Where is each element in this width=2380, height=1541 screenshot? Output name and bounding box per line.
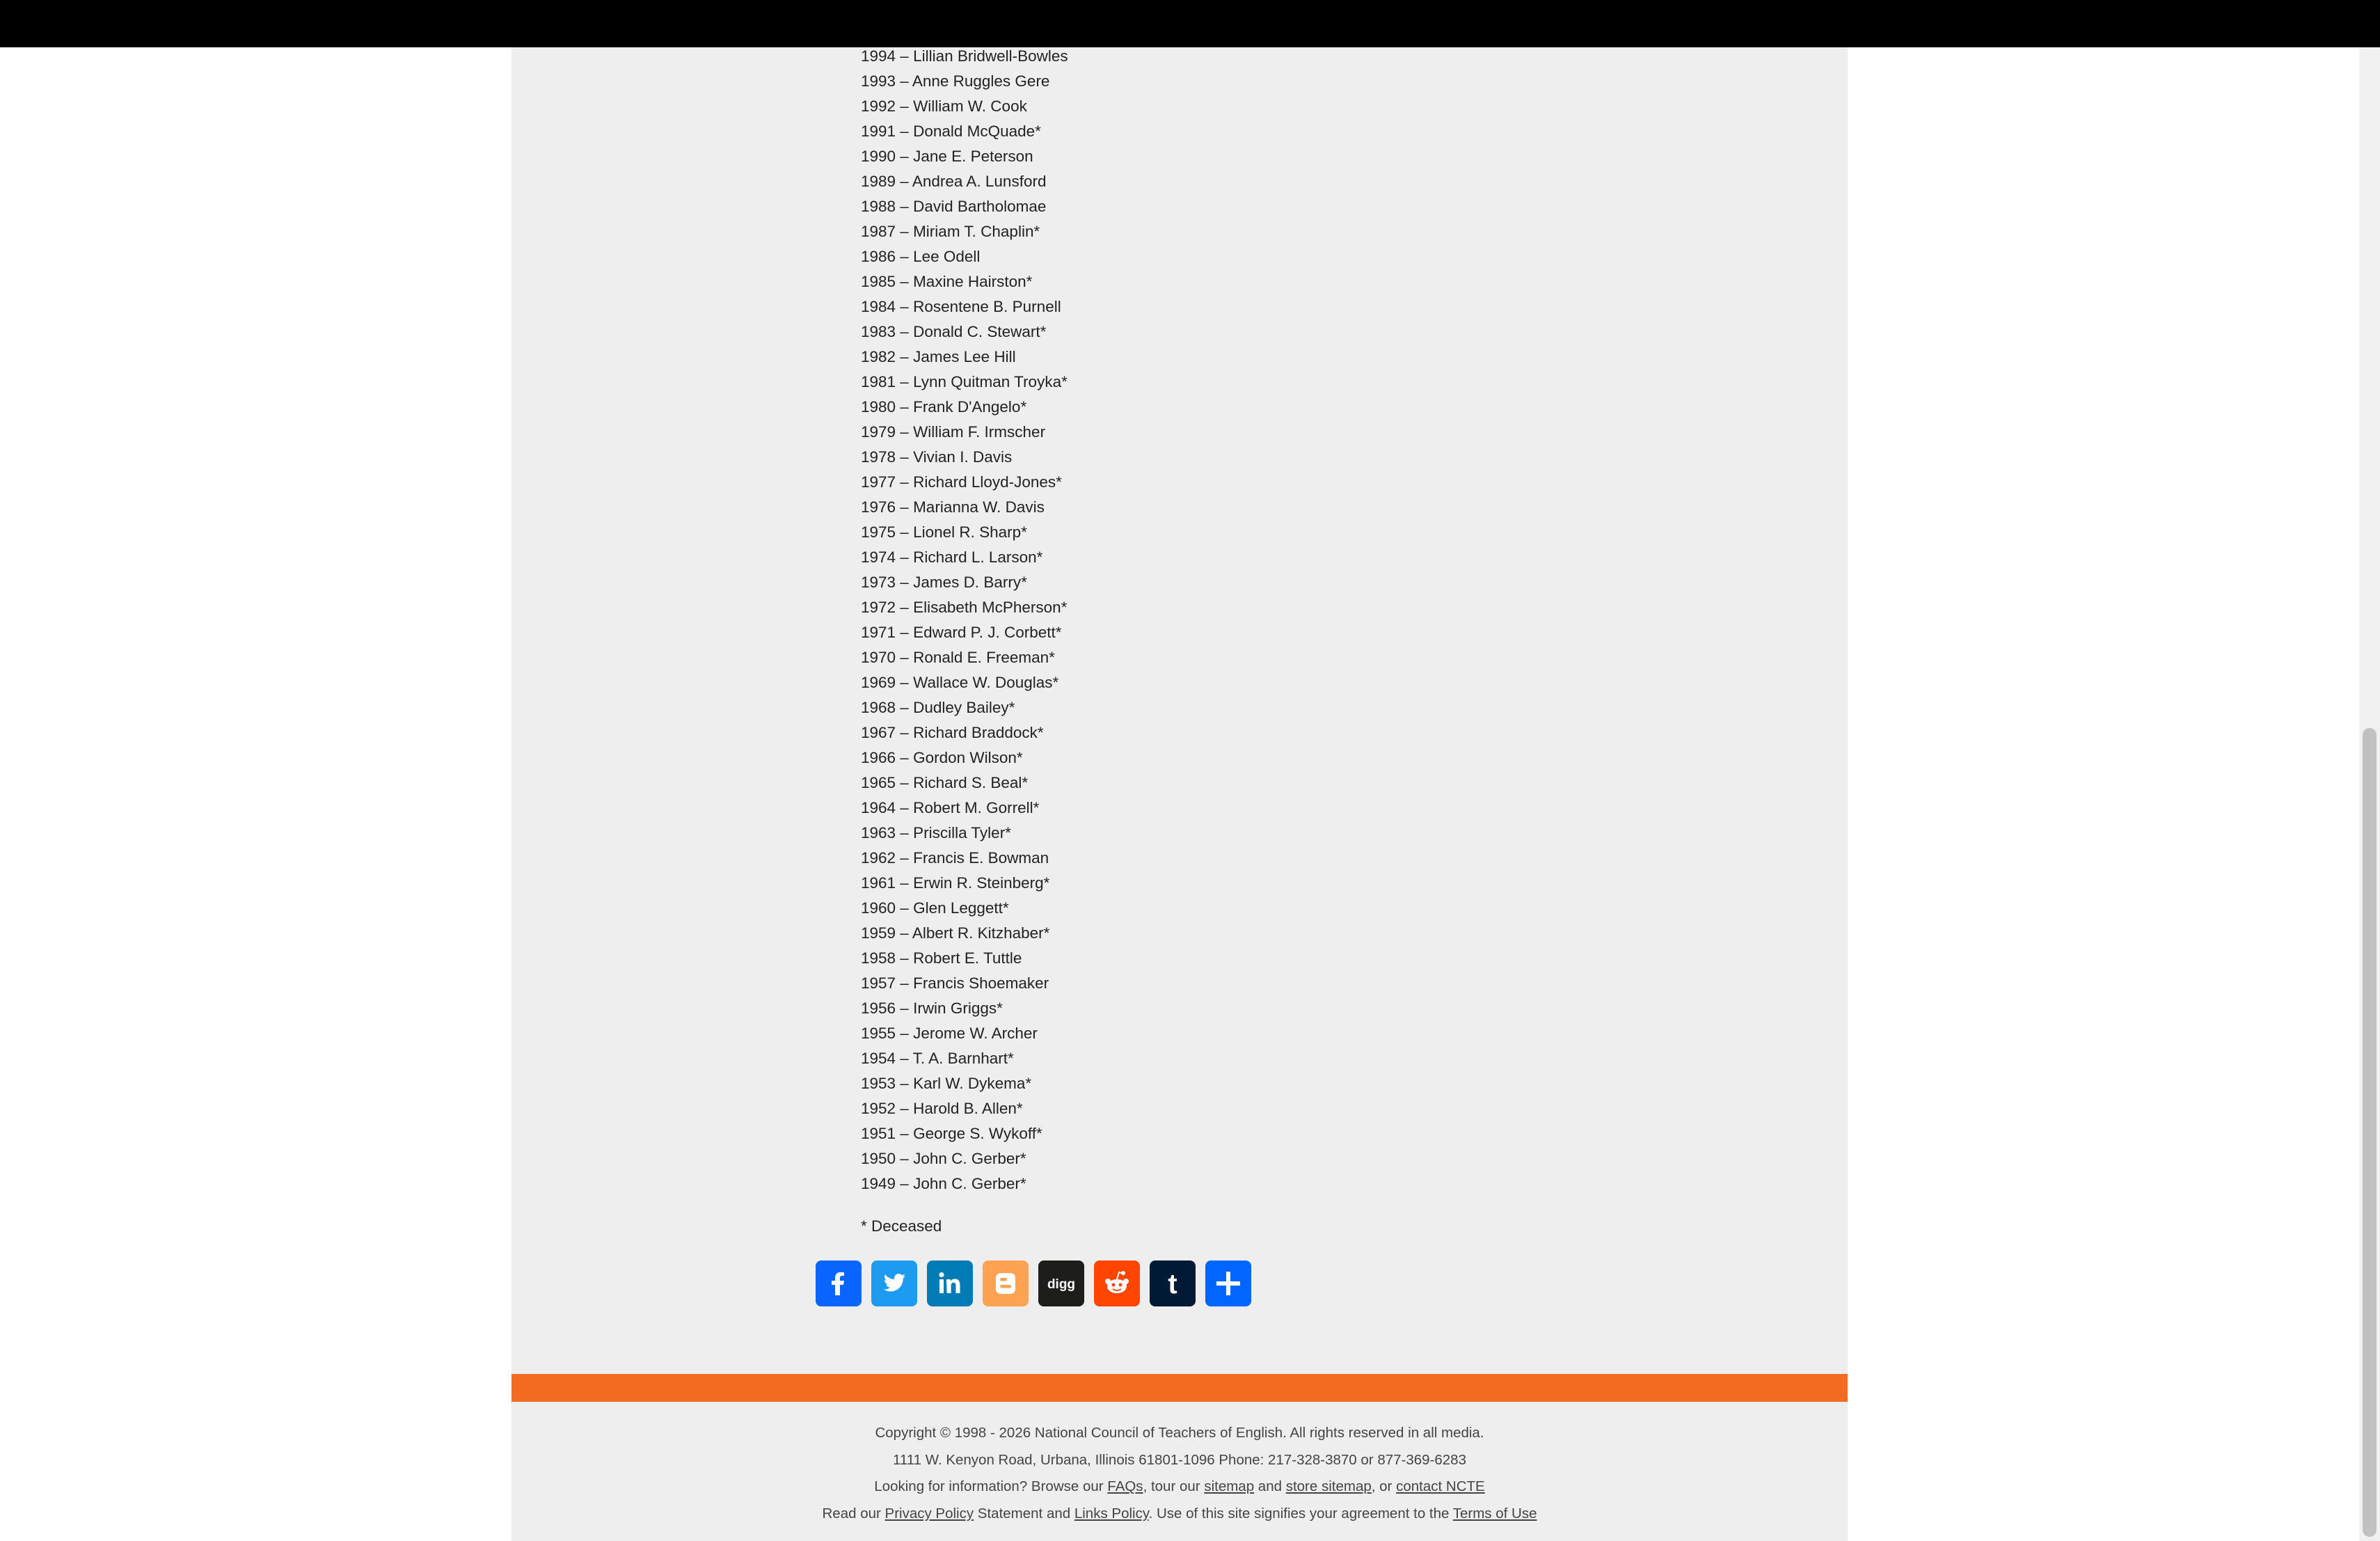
recipient-item: 1973 – James D. Barry* — [861, 574, 1027, 591]
footer-info-text: , tour our — [1143, 1478, 1205, 1494]
recipient-item: 1991 – Donald McQuade* — [861, 123, 1041, 140]
blogger-share-button[interactable] — [983, 1261, 1029, 1306]
recipient-item: 1976 – Marianna W. Davis — [861, 498, 1045, 516]
recipient-item: 1955 – Jerome W. Archer — [861, 1025, 1038, 1042]
recipient-item: 1984 – Rosentene B. Purnell — [861, 298, 1061, 315]
recipient-item: 1962 – Francis E. Bowman — [861, 849, 1049, 867]
recipient-item: 1958 – Robert E. Tuttle — [861, 949, 1022, 967]
recipient-item: 1966 – Gordon Wilson* — [861, 749, 1023, 766]
svg-text:t: t — [1168, 1269, 1177, 1299]
recipient-item: 1982 – James Lee Hill — [861, 348, 1016, 365]
recipient-item: 1949 – John C. Gerber* — [861, 1175, 1026, 1192]
recipient-item: 1953 – Karl W. Dykema* — [861, 1075, 1032, 1092]
recipient-item: 1970 – Ronald E. Freeman* — [861, 649, 1055, 666]
links-policy-link[interactable]: Links Policy — [1074, 1505, 1149, 1522]
deceased-footnote: * Deceased — [861, 1217, 942, 1235]
recipient-item: 1988 – David Bartholomae — [861, 198, 1047, 215]
page-content — [511, 47, 1848, 1541]
recipient-item: 1979 – William F. Irmscher — [861, 423, 1046, 441]
linkedin-icon — [934, 1267, 966, 1299]
twitter-share-button[interactable] — [871, 1261, 917, 1306]
recipient-item: 1957 – Francis Shoemaker — [861, 974, 1049, 992]
reddit-icon — [1100, 1267, 1134, 1299]
recipient-item: 1987 – Miriam T. Chaplin* — [861, 223, 1040, 240]
footer-info-text: and — [1254, 1478, 1286, 1494]
recipient-item: 1956 – Irwin Griggs* — [861, 999, 1003, 1017]
recipient-item: 1950 – John C. Gerber* — [861, 1150, 1026, 1167]
footer-info-line — [511, 1473, 1848, 1501]
store-sitemap-link[interactable]: store sitemap — [1285, 1478, 1372, 1494]
footer-accent-band — [511, 1374, 1848, 1402]
recipient-item: 1959 – Albert R. Kitzhaber* — [861, 924, 1050, 942]
recipient-item: 1965 – Richard S. Beal* — [861, 774, 1029, 791]
footer-address: 1111 W. Kenyon Road, Urbana, Illinois 61801-1096 Phone: 217-328-3870 or 877-369-6283 — [892, 1451, 1466, 1468]
recipient-item: 1985 – Maxine Hairston* — [861, 273, 1033, 290]
blogger-icon — [990, 1267, 1022, 1299]
footer-policy-text: . Use of this site signifies your agreement to the — [1148, 1505, 1453, 1522]
recipient-item: 1992 – William W. Cook — [861, 97, 1027, 115]
digg-share-button[interactable] — [1038, 1261, 1084, 1306]
recipient-item: 1964 – Robert M. Gorrell* — [861, 799, 1040, 816]
svg-text:digg: digg — [1047, 1277, 1076, 1292]
recipient-item: 1972 – Elisabeth McPherson* — [861, 599, 1068, 616]
recipient-item: 1983 – Donald C. Stewart* — [861, 323, 1047, 340]
recipient-item: 1994 – Lillian Bridwell-Bowles — [861, 47, 1068, 65]
contact-ncte-link[interactable]: contact NCTE — [1396, 1478, 1485, 1494]
recipient-item: 1967 – Richard Braddock* — [861, 724, 1044, 741]
tumblr-share-button[interactable] — [1150, 1261, 1196, 1306]
recipient-item: 1978 – Vivian I. Davis — [861, 448, 1013, 466]
recipient-list — [861, 44, 1418, 1196]
recipient-item: 1990 – Jane E. Peterson — [861, 148, 1033, 165]
recipient-item: 1954 – T. A. Barnhart* — [861, 1050, 1014, 1067]
scrollbar-thumb[interactable] — [2363, 728, 2377, 1537]
recipient-item: 1961 – Erwin R. Steinberg* — [861, 874, 1050, 892]
recipient-item: 1989 – Andrea A. Lunsford — [861, 173, 1047, 190]
recipient-item: 1975 – Lionel R. Sharp* — [861, 523, 1027, 541]
reddit-share-button[interactable] — [1094, 1261, 1140, 1306]
recipient-item: 1951 – George S. Wykoff* — [861, 1125, 1042, 1142]
recipient-item: 1971 – Edward P. J. Corbett* — [861, 624, 1062, 641]
site-footer — [511, 1420, 1848, 1527]
recipient-item: 1981 – Lynn Quitman Troyka* — [861, 373, 1068, 390]
sitemap-link[interactable]: sitemap — [1204, 1478, 1255, 1494]
digg-icon — [1044, 1267, 1079, 1299]
more-share-button[interactable] — [1205, 1261, 1251, 1306]
facebook-share-button[interactable] — [816, 1261, 862, 1306]
recipient-item: 1980 – Frank D'Angelo* — [861, 398, 1027, 416]
footer-policy-text: Read our — [822, 1505, 885, 1522]
facebook-icon — [823, 1267, 855, 1299]
recipient-item: 1960 – Glen Leggett* — [861, 899, 1009, 917]
terms-of-use-link[interactable]: Terms of Use — [1452, 1505, 1537, 1522]
linkedin-share-button[interactable] — [927, 1261, 973, 1306]
recipient-item: 1969 – Wallace W. Douglas* — [861, 674, 1059, 691]
twitter-icon — [878, 1267, 910, 1299]
footer-policy-text: Statement and — [974, 1505, 1074, 1522]
tumblr-icon — [1157, 1267, 1189, 1299]
recipient-item: 1986 – Lee Odell — [861, 248, 981, 265]
footer-copyright: Copyright © 1998 - 2026 National Council of Teachers of English. All rights reserved in all media. — [875, 1425, 1484, 1441]
footer-info-text: , or — [1371, 1478, 1397, 1494]
privacy-policy-link[interactable]: Privacy Policy — [884, 1505, 974, 1522]
faqs-link[interactable]: FAQs — [1107, 1478, 1143, 1494]
browser-top-bar — [0, 0, 2380, 47]
footer-info-text: Looking for information? Browse our — [874, 1478, 1108, 1494]
footer-policy-line — [511, 1501, 1848, 1528]
recipient-item: 1968 – Dudley Bailey* — [861, 699, 1015, 716]
share-buttons — [816, 1261, 1251, 1306]
recipient-item: 1977 – Richard Lloyd-Jones* — [861, 473, 1062, 491]
recipient-item: 1993 – Anne Ruggles Gere — [861, 72, 1050, 90]
plus-share-icon — [1212, 1267, 1244, 1299]
recipient-item: 1974 – Richard L. Larson* — [861, 548, 1043, 566]
recipient-item: 1952 – Harold B. Allen* — [861, 1100, 1023, 1117]
recipient-item: 1963 – Priscilla Tyler* — [861, 824, 1011, 841]
